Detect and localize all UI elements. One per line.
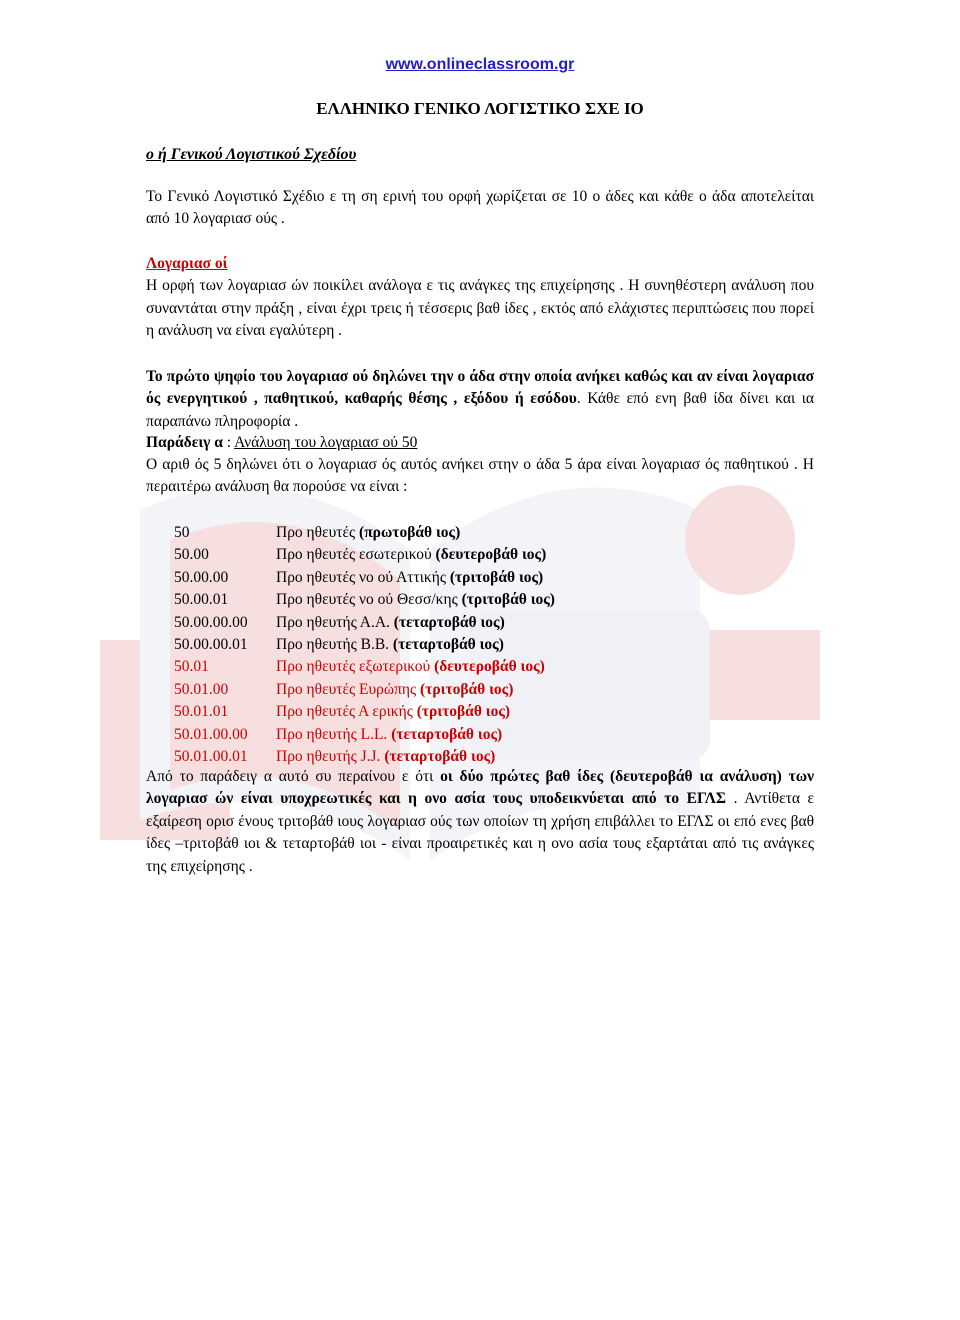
account-desc-text: Προ ηθευτής Β.Β. xyxy=(276,635,393,653)
account-desc-text: Προ ηθευτές Α ερικής xyxy=(276,703,417,721)
account-level: (τεταρτοβάθ ιος) xyxy=(391,725,503,743)
account-level: (τριτοβάθ ιος) xyxy=(420,680,514,698)
account-desc-text: Προ ηθευτής Α.Α. xyxy=(276,613,394,631)
conclusion-bold-text: οι δύο πρώτες βαθ ίδες (δευτεροβάθ ια ανάλυση) των λογαριασ ών είναι υποχρεωτικές και η ονο ασία τους υποδεικνύεται από το ΕΓΛΣ xyxy=(146,768,815,808)
account-code: 50 xyxy=(174,524,190,541)
account-desc-text: Προ ηθευτές xyxy=(276,524,360,541)
paragraph-accounts xyxy=(146,253,814,343)
account-level: (τριτοβάθ ιος) xyxy=(416,703,511,721)
account-code: 50.01.00 xyxy=(174,680,229,698)
account-desc-text: Προ ηθευτές εξωτερικού xyxy=(276,658,435,676)
accounts-list xyxy=(174,522,814,768)
conclusion-rest: . Αντίθετα ε εξαίρεση ορισ ένους τριτοβάθ ιους λογαριασ ούς των οποίων τη χρήση επιβάλλει το ΕΓΛΣ οι επό ενες βαθ ίδες –τριτοβάθ ιοι & τεταρτοβάθ ιοι - είναι προαιρετικές και η ονο ασία τους εξαρτάται από τις ανάγκες της επιχείρησης . xyxy=(146,790,815,875)
account-description xyxy=(276,612,814,634)
account-level: (τριτοβάθ ιος) xyxy=(461,591,555,609)
account-row xyxy=(174,612,814,634)
example-title: Ανάλυση του λογαριασ ού 50 xyxy=(234,434,418,451)
account-code: 50.00.00.00 xyxy=(174,613,248,631)
accounts-text: Η ορφή των λογαριασ ών ποικίλει ανάλογα ε τις ανάγκες της επιχείρησης . Η συνηθέστερη ανάλυση που συναντάται στην πράξη , είναι έχρι τρεις ή τέσσερις βαθ ίδες , εκτός από ελάχιστες περιπτώσεις που πορεί η ανάλυση να είναι εγαλύτερη . xyxy=(146,277,814,340)
paragraph-first-digit xyxy=(146,366,814,433)
account-description xyxy=(276,589,814,611)
paragraph-conclusion xyxy=(146,766,814,878)
account-level: (τριτοβάθ ιος) xyxy=(449,568,544,586)
account-desc-text: Προ ηθευτές νο ού Θεσσ/κης xyxy=(276,591,462,609)
account-description xyxy=(276,634,814,656)
account-row xyxy=(174,701,814,723)
first-digit-bold-text: Το πρώτο ψηφίο του λογαριασ ού δηλώνει την ο άδα στην οποία ανήκει καθώς και αν είναι λογαριασ ός ενεργητικού , παθητικού, καθαρής θέσης , εξόδου ή εσόδου xyxy=(146,368,814,408)
account-level: (τεταρτοβάθ ιος) xyxy=(392,635,504,653)
account-code: 50.01.00.01 xyxy=(174,747,248,765)
account-code: 50.01.01 xyxy=(174,703,229,721)
example-label: Παράδειγ α xyxy=(146,434,223,451)
site-link[interactable]: www.onlineclassroom.gr xyxy=(385,56,575,73)
account-level: (τεταρτοβάθ ιος) xyxy=(393,613,505,631)
account-description xyxy=(276,522,814,544)
account-description xyxy=(276,679,814,701)
account-desc-text: Προ ηθευτές εσωτερικού xyxy=(276,546,436,564)
account-description xyxy=(276,567,814,589)
account-code: 50.01 xyxy=(174,658,209,676)
account-description xyxy=(276,701,814,723)
account-row xyxy=(174,634,814,656)
account-row xyxy=(174,679,814,701)
account-desc-text: Προ ηθευτής J.J. xyxy=(276,747,385,765)
account-row xyxy=(174,522,814,544)
account-row xyxy=(174,656,814,678)
conclusion-intro: Από το παράδειγ α αυτό συ περαίνου ε ότι xyxy=(146,768,441,785)
account-row xyxy=(174,724,814,746)
account-row xyxy=(174,544,814,566)
account-desc-text: Προ ηθευτές Ευρώπης xyxy=(276,680,421,698)
document-title: ΕΛΛΗΝΙΚΟ ΓΕΝΙΚΟ ΛΟΓΙΣΤΙΚΟ ΣΧΕ ΙΟ xyxy=(316,99,644,118)
account-level: (δευτεροβάθ ιος) xyxy=(435,546,547,564)
account-row xyxy=(174,589,814,611)
account-desc-text: Προ ηθευτές νο ού Αττικής xyxy=(276,568,450,586)
account-row xyxy=(174,567,814,589)
paragraph-example: Ο αριθ ός 5 δηλώνει ότι ο λογαριασ ός αυτός ανήκει στην ο άδα 5 άρα είναι λογαριασ ός παθητικού . Η περαιτέρω ανάλυση θα πορούσε να είναι : xyxy=(146,456,814,496)
first-digit-text: . Κάθε επό ενη βαθ ίδα δίνει και ια παραπάνω πληροφορία . xyxy=(146,390,814,430)
example-sep: : xyxy=(222,434,235,451)
account-desc-text: Προ ηθευτής L.L. xyxy=(276,725,392,743)
account-level: (τεταρτοβάθ ιος) xyxy=(384,747,496,765)
account-code: 50.00.00.01 xyxy=(174,635,248,653)
account-level: (πρωτοβάθ ιος) xyxy=(359,524,461,541)
account-code: 50.00.00 xyxy=(174,568,229,586)
account-level: (δευτεροβάθ ιος) xyxy=(434,658,545,676)
account-description xyxy=(276,724,814,746)
account-code: 50.00.01 xyxy=(174,591,229,609)
example-heading xyxy=(146,432,814,454)
accounts-heading: Λογαριασ οί xyxy=(146,255,228,272)
account-description xyxy=(276,656,814,678)
account-row xyxy=(174,746,814,768)
account-code: 50.01.00.00 xyxy=(174,725,248,743)
account-description xyxy=(276,746,814,768)
paragraph-intro: Το Γενικό Λογιστικό Σχέδιο ε τη ση ερινή του ορφή χωρίζεται σε 10 ο άδες και κάθε ο άδα αποτελείται από 10 λογαριασ ούς . xyxy=(146,188,814,228)
account-code: 50.00 xyxy=(174,546,209,564)
account-description xyxy=(276,544,814,566)
section-title: ο ή Γενικού Λογιστικού Σχεδίου xyxy=(146,146,357,163)
